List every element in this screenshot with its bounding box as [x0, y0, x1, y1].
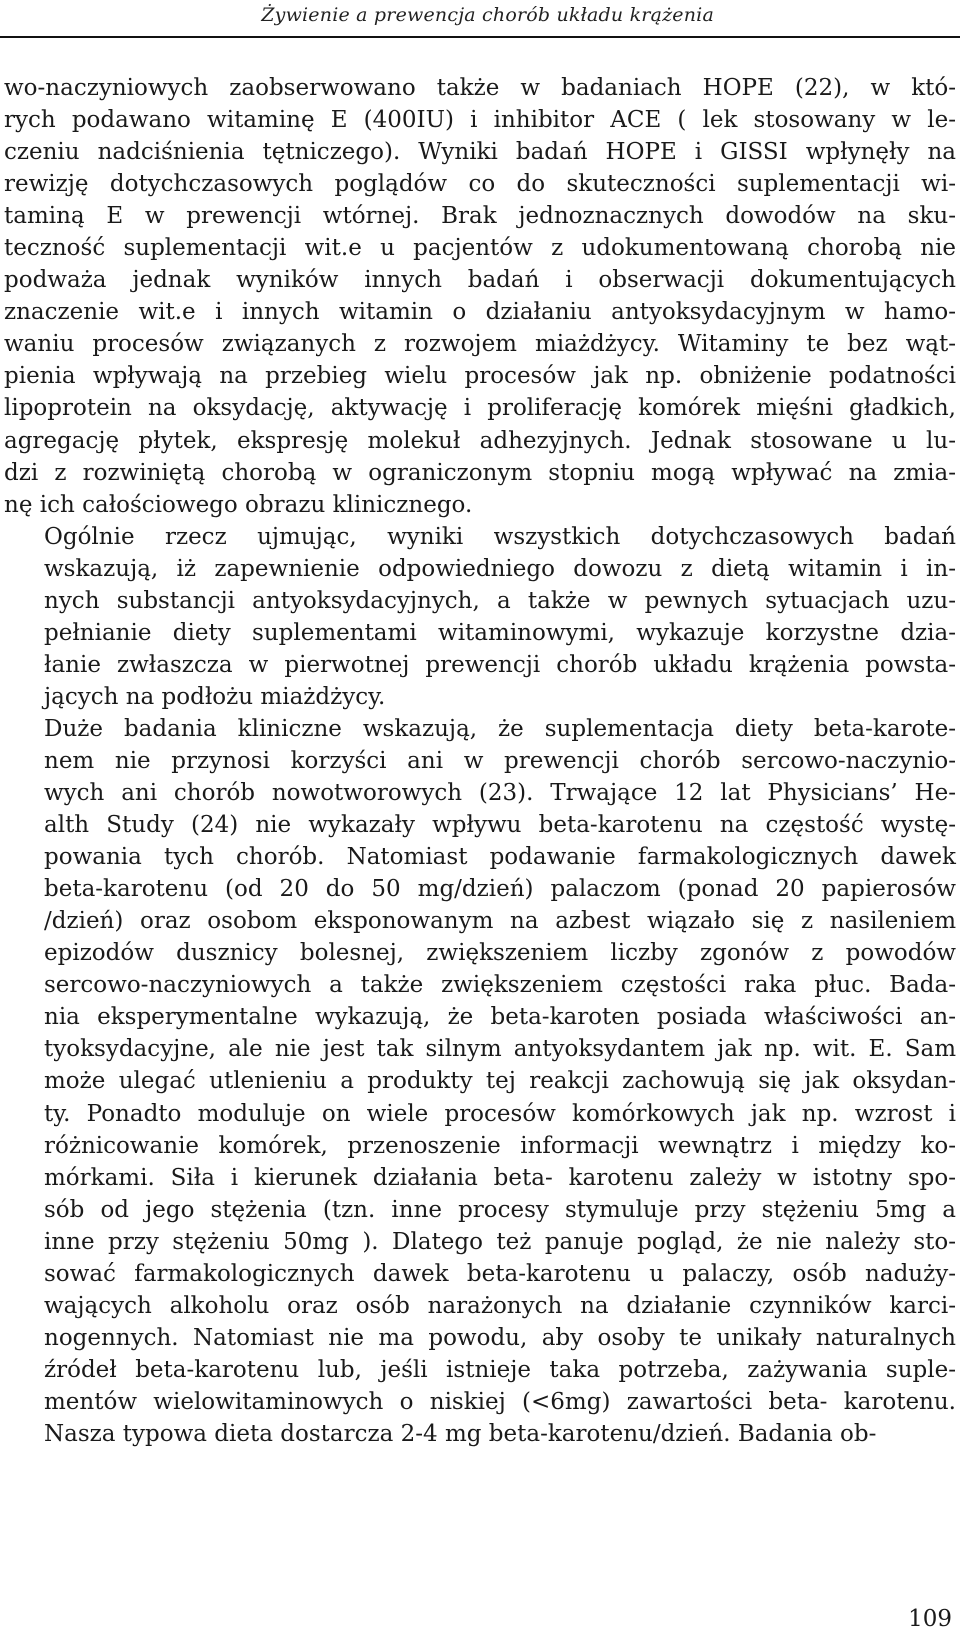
text-line: beta-karotenu (od 20 do 50 mg/dzień) palaczom (ponad 20 papierosów [44, 876, 956, 903]
paragraph-3 [4, 713, 956, 1450]
text-line: powania tych chorób. Natomiast podawanie farmakologicznych dawek [44, 844, 956, 871]
text-line: podważa jednak wyników innych badań i obserwacji dokumentujących [4, 267, 956, 294]
text-line: rych podawano witaminę E (400IU) i inhibitor ACE ( lek stosowany w le- [4, 107, 956, 134]
text-line: tyoksydacyjne, ale nie jest tak silnym antyoksydantem jak np. wit. E. Sam [44, 1036, 956, 1063]
text-line: inne przy stężeniu 50mg ). Dlatego też panuje pogląd, że nie należy sto- [44, 1228, 956, 1255]
text-line: wych ani chorób nowotworowych (23). Trwające 12 lat Physicians’ He- [44, 780, 956, 807]
text-line: Nasza typowa dieta dostarcza 2-4 mg beta-karotenu/dzień. Badania ob- [44, 1420, 877, 1447]
text-line: sób od jego stężenia (tzn. inne procesy stymuluje przy stężeniu 5mg a [44, 1196, 956, 1223]
text-line: nych substancji antyoksydacyjnych, a także w pewnych sytuacjach uzu- [44, 587, 956, 614]
text-line: pienia wpływają na przebieg wielu procesów jak np. obniżenie podatności [4, 363, 956, 390]
text-line: wających alkoholu oraz osób narażonych na działanie czynników karci- [44, 1292, 956, 1319]
text-line: dzi z rozwiniętą chorobą w ograniczonym stopniu mogą wpływać na zmia- [4, 459, 956, 486]
body-text [4, 72, 956, 1450]
text-line: czeniu nadciśnienia tętniczego). Wyniki badań HOPE i GISSI wpłynęły na [4, 139, 956, 166]
text-line: nem nie przynosi korzyści ani w prewencji chorób sercowo-naczynio- [44, 747, 956, 774]
text-line: taminą E w prewencji wtórnej. Brak jednoznacznych dowodów na sku- [4, 203, 956, 230]
text-line: nia eksperymentalne wykazują, że beta-karoten posiada właściwości an- [44, 1004, 956, 1031]
text-line: jących na podłożu miażdżycy. [44, 683, 386, 710]
text-line: Duże badania kliniczne wskazują, że suplementacja diety beta-karote- [44, 715, 956, 742]
text-line: teczność suplementacji wit.e u pacjentów z udokumentowaną chorobą nie [4, 235, 956, 262]
text-line: mentów wielowitaminowych o niskiej (<6mg) zawartości beta- karotenu. [44, 1388, 956, 1415]
text-line: lipoprotein na oksydację, aktywację i proliferację komórek mięśni gładkich, [4, 395, 956, 422]
running-header [0, 4, 960, 26]
text-line: różnicowanie komórek, przenoszenie informacji wewnątrz i między ko- [44, 1132, 956, 1159]
text-line: mórkami. Siła i kierunek działania beta- karotenu zależy w istotny spo- [44, 1164, 956, 1191]
running-title: Żywienie a prewencja chorób układu krążenia [261, 4, 714, 26]
text-line: waniu procesów związanych z rozwojem miażdżycy. Witaminy te bez wąt- [4, 331, 956, 358]
text-line: pełnianie diety suplementami witaminowymi, wykazuje korzystne dzia- [44, 619, 956, 646]
text-line: wskazują, iż zapewnienie odpowiedniego dowozu z dietą witamin i in- [44, 555, 956, 582]
text-line: rewizję dotychczasowych poglądów co do skuteczności suplementacji wi- [4, 171, 956, 198]
text-line: alth Study (24) nie wykazały wpływu beta-karotenu na częstość wystę- [44, 812, 956, 839]
text-line: /dzień) oraz osobom eksponowanym na azbest wiązało się z nasileniem [44, 908, 956, 935]
text-line: może ulegać utlenieniu a produkty tej reakcji zachowują się jak oksydan- [44, 1068, 956, 1095]
paragraph-2 [4, 521, 956, 713]
text-line: nę ich całościowego obrazu klinicznego. [4, 491, 473, 518]
text-line: epizodów dusznicy bolesnej, zwiększeniem liczby zgonów z powodów [44, 940, 956, 967]
text-line: sować farmakologicznych dawek beta-karotenu u palaczy, osób naduży- [44, 1260, 956, 1287]
text-line: agregację płytek, ekspresję molekuł adhezyjnych. Jednak stosowane u lu- [4, 427, 956, 454]
paragraph-1 [4, 72, 956, 521]
header-rule [0, 36, 960, 38]
text-line: źródeł beta-karotenu lub, jeśli istnieje taka potrzeba, zażywania suple- [44, 1356, 956, 1383]
text-line: sercowo-naczyniowych a także zwiększeniem częstości raka płuc. Bada- [44, 972, 956, 999]
page-number: 109 [908, 1606, 952, 1632]
text-line: Ogólnie rzecz ujmując, wyniki wszystkich dotychczasowych badań [44, 523, 956, 550]
text-line: łanie zwłaszcza w pierwotnej prewencji chorób układu krążenia powsta- [44, 651, 956, 678]
text-line: nogennych. Natomiast nie ma powodu, aby osoby te unikały naturalnych [44, 1324, 956, 1351]
text-line: znaczenie wit.e i innych witamin o działaniu antyoksydacyjnym w hamo- [4, 299, 956, 326]
text-line: ty. Ponadto moduluje on wiele procesów komórkowych jak np. wzrost i [44, 1100, 956, 1127]
text-line: wo-naczyniowych zaobserwowano także w badaniach HOPE (22), w któ- [4, 75, 956, 101]
